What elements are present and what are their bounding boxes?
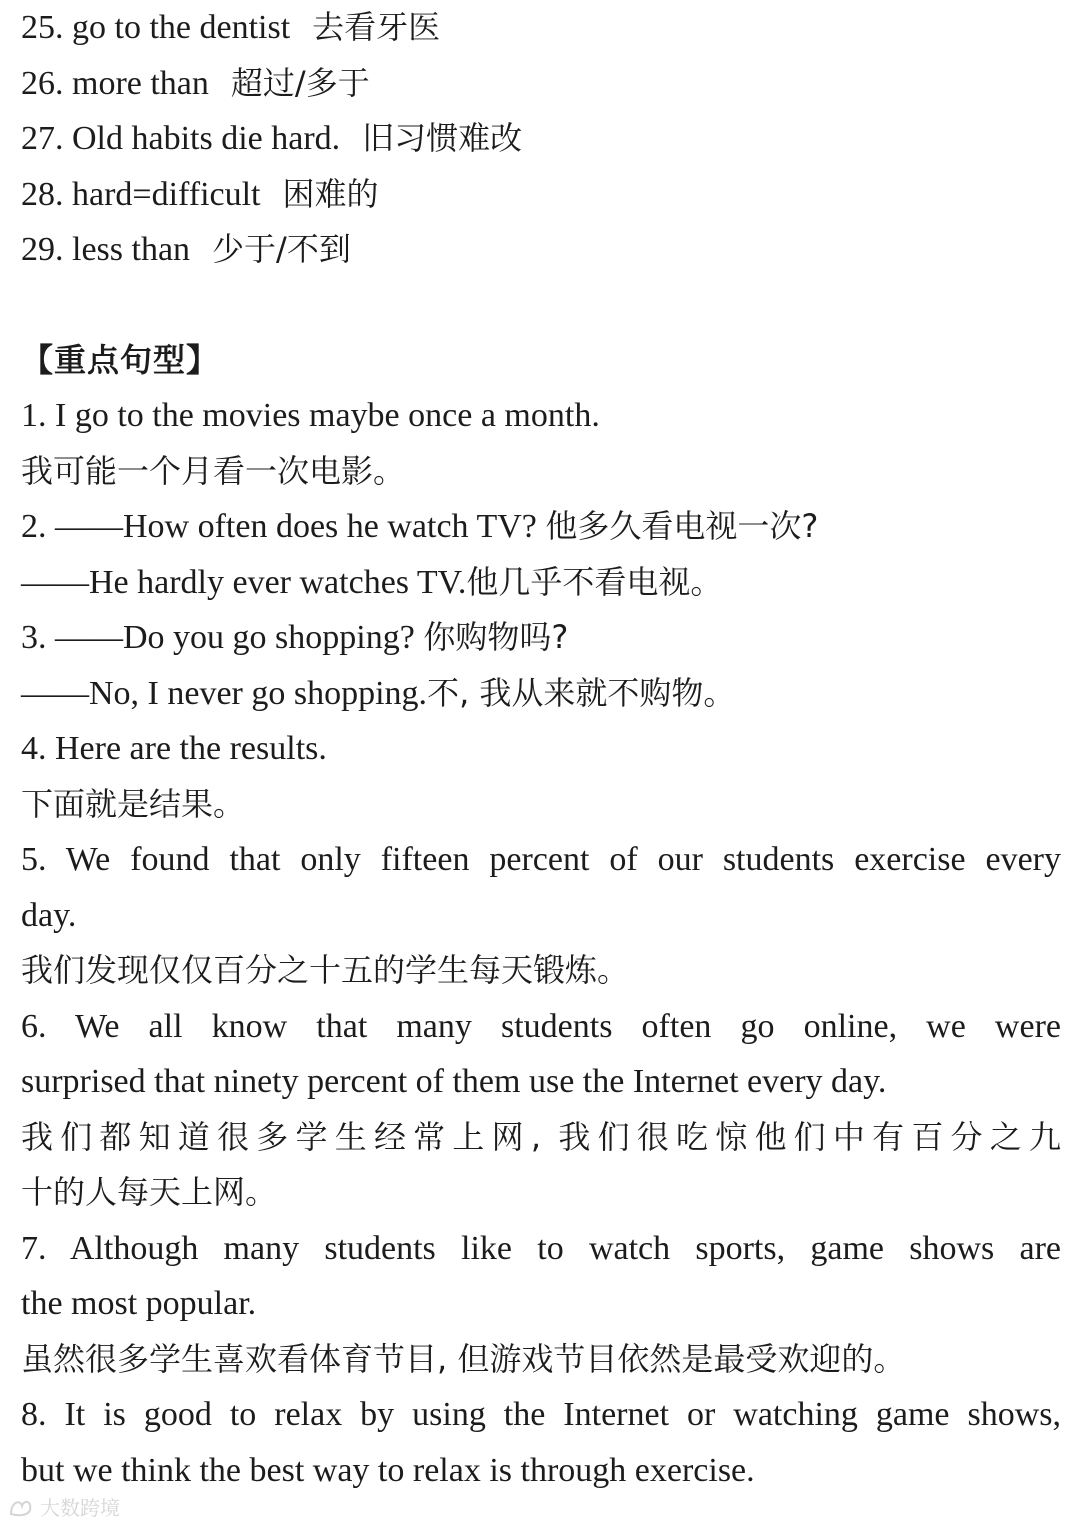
vocab-english: 25. go to the dentist bbox=[21, 9, 291, 46]
sentence-2-answer-english: ——He hardly ever watches TV. bbox=[21, 563, 467, 601]
sentence-7-english-line-2: the most popular. bbox=[21, 1285, 257, 1322]
sentence-8-english-line-2: but we think the best way to relax is through exercise. bbox=[21, 1451, 755, 1489]
watermark bbox=[8, 1492, 120, 1521]
vocab-item bbox=[21, 167, 1061, 223]
vocab-english: 27. Old habits die hard. bbox=[21, 120, 341, 157]
vocab-chinese: 少于/不到 bbox=[212, 230, 351, 268]
sentence-5-english-line-2: day. bbox=[21, 896, 77, 934]
sentence-5-english-line-1: 5. We found that only fifteen percent of our students exercise every bbox=[21, 841, 1061, 878]
sentence-2-question-chinese: 他多久看电视一次? bbox=[545, 507, 819, 545]
vocab-chinese: 旧习惯难改 bbox=[362, 119, 523, 157]
sentence-3-answer-english: ——No, I never go shopping. bbox=[21, 674, 428, 712]
sentence-2-question-english: 2. ——How often does he watch TV? bbox=[21, 508, 537, 545]
sentence-6-english-line-1: 6. We all know that many students often go online, we were bbox=[21, 1007, 1061, 1045]
watermark-text: 大数跨境 bbox=[40, 1496, 120, 1520]
vocab-list bbox=[21, 0, 1061, 278]
sentence-3-question-chinese: 你购物吗? bbox=[423, 618, 569, 656]
sentence-7-english-line-1: 7. Although many students like to watch sports, game shows are bbox=[21, 1229, 1061, 1267]
vocab-english: 29. less than bbox=[21, 231, 191, 268]
sentence-2-question bbox=[21, 499, 1061, 555]
sentence-3-answer bbox=[21, 666, 1061, 722]
watermark-logo-icon bbox=[8, 1496, 34, 1518]
sentence-2-answer bbox=[21, 555, 1061, 611]
sentence-6-chinese-line-1: 我们都知道很多学生经常上网, 我们很吃惊他们中有百分之九 bbox=[21, 1117, 1061, 1156]
sentence-1-english: 1. I go to the movies maybe once a month. bbox=[21, 397, 600, 434]
sentence-7-chinese: 虽然很多学生喜欢看体育节目, 但游戏节目依然是最受欢迎的。 bbox=[21, 1339, 906, 1378]
vocab-item bbox=[21, 0, 1061, 56]
sentence-6-chinese-line-2: 十的人每天上网。 bbox=[21, 1173, 278, 1211]
vocab-item bbox=[21, 111, 1061, 167]
sentence-8-english-line-1: 8. It is good to relax by using the Internet or watching game shows, bbox=[21, 1396, 1061, 1433]
vocab-item bbox=[21, 222, 1061, 278]
vocab-english: 26. more than bbox=[21, 64, 209, 102]
sentence-5-chinese: 我们发现仅仅百分之十五的学生每天锻炼。 bbox=[21, 951, 630, 989]
document-page bbox=[21, 0, 1061, 1498]
vocab-chinese: 困难的 bbox=[282, 174, 379, 213]
section-heading: 【重点句型】 bbox=[21, 340, 220, 379]
sentence-3-question bbox=[21, 610, 1061, 666]
sentence-3-answer-chinese: 不, 我从来就不购物。 bbox=[427, 673, 736, 712]
vocab-english: 28. hard=difficult bbox=[21, 175, 261, 213]
sentence-4-chinese: 下面就是结果。 bbox=[21, 784, 246, 823]
vocab-chinese: 去看牙医 bbox=[312, 8, 441, 46]
sentence-list bbox=[21, 388, 1061, 1498]
vocab-chinese: 超过/多于 bbox=[230, 63, 370, 102]
sentence-3-question-english: 3. ——Do you go shopping? bbox=[21, 619, 415, 656]
sentence-2-answer-chinese: 他几乎不看电视。 bbox=[466, 562, 723, 601]
sentence-4-english: 4. Here are the results. bbox=[21, 730, 327, 767]
vocab-item bbox=[21, 56, 1061, 112]
sentence-1-chinese: 我可能一个月看一次电影。 bbox=[21, 451, 406, 490]
sentence-6-english-line-2: surprised that ninety percent of them use the Internet every day. bbox=[21, 1063, 887, 1100]
